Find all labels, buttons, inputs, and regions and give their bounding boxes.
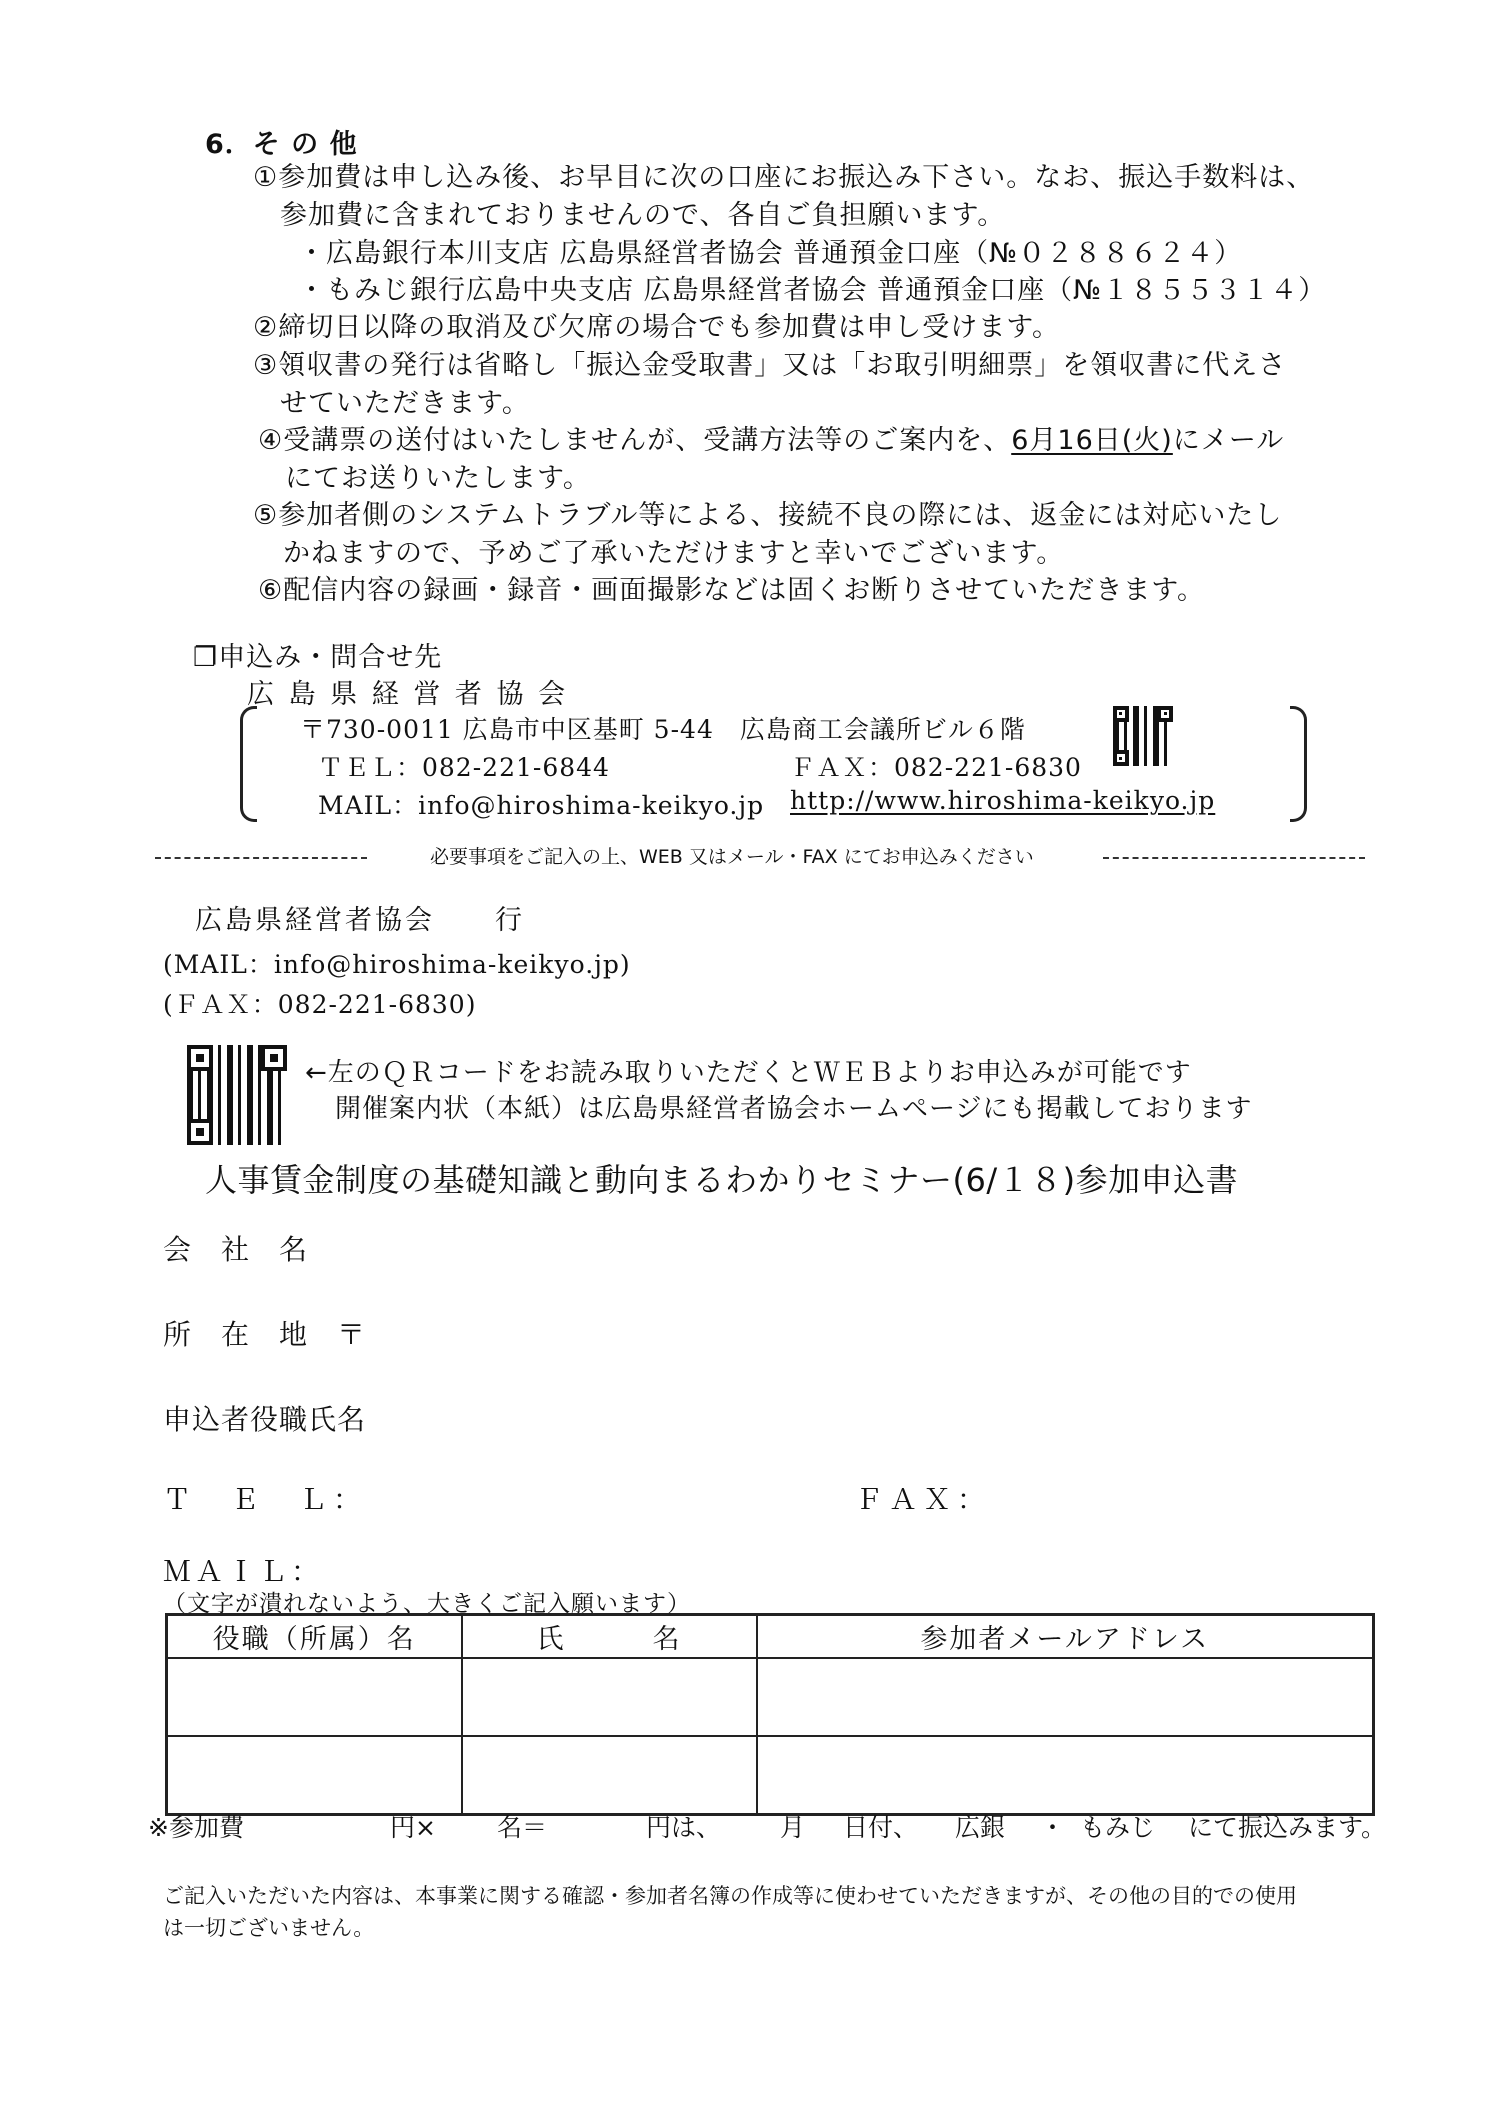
contact-qr-code-icon [1113, 706, 1173, 766]
privacy-note-1: ご記入いただいた内容は、本事業に関する確認・参加者名簿の作成等に使わせていただきますが、その他の目的での使用 [163, 1884, 1297, 1908]
other-item-4-cont: にてお送りいたします。 [285, 463, 591, 494]
fee-label: ※参加費 [148, 1813, 244, 1842]
contact-bracket-right [1290, 706, 1307, 822]
field-applicant-label: 申込者役職氏名 [163, 1403, 367, 1436]
other-item-2: ②締切日以降の取消及び欠席の場合でも参加費は申し受けます。 [253, 312, 1061, 343]
qr-instruction-2: 開催案内状（本紙）は広島県経営者協会ホームページにも掲載しております [335, 1094, 1253, 1124]
cell-name[interactable] [462, 1736, 757, 1815]
fee-dot: ・ [1040, 1813, 1066, 1842]
bank-account-hiroshima: ・広島銀行本川支店 広島県経営者協会 普通預金口座（№０２８８６２４） [298, 238, 1243, 269]
field-company-label: 会 社 名 [163, 1233, 309, 1266]
other-item-3-cont: せていただきます。 [280, 388, 530, 419]
field-note: （文字が潰れないよう、大きくご記入願います） [163, 1591, 691, 1617]
contact-org: 広 島 県 経 営 者 協 会 [247, 679, 569, 710]
other-item-5-cont: かねますので、予めご了承いただけますと幸いでございます。 [283, 538, 1065, 569]
participant-table [165, 1613, 1375, 1816]
form-addressee: 広島県経営者協会 行 [195, 905, 525, 936]
fee-names: 名＝ [497, 1813, 548, 1842]
field-location-label: 所 在 地 〒 [163, 1318, 367, 1351]
contact-address: 〒730-0011 広島市中区基町 5-44 広島商工会議所ビル６階 [300, 715, 1026, 744]
field-tel-label: Ｔ Ｅ Ｌ： [163, 1483, 368, 1516]
other-item-1: ①参加費は申し込み後、お早目に次の口座にお振込み下さい。なお、振込手数料は、 [253, 162, 1315, 193]
col-header-position: 役職（所属）名 [167, 1615, 462, 1659]
cell-position[interactable] [167, 1736, 462, 1815]
privacy-note-2: は一切ございません。 [163, 1916, 375, 1940]
other-item-6: ⑥配信内容の録画・録音・画面撮影などは固くお断りさせていただきます。 [258, 575, 1206, 606]
table-header-row [167, 1615, 1374, 1659]
cell-email[interactable] [757, 1658, 1374, 1736]
fee-end: にて振込みます。 [1188, 1813, 1387, 1842]
divider-text: 必要事項をご記入の上、WEB 又はメール・FAX にてお申込みください [430, 846, 1034, 868]
table-row [167, 1658, 1374, 1736]
contact-fax: ＦＡＸ：082-221-6830 [790, 753, 1082, 782]
other-item-4-text: ④受講票の送付はいたしませんが、受講方法等のご案内を、 [258, 425, 1012, 456]
fee-bank-momiji: もみじ [1080, 1813, 1156, 1842]
section-heading-other: 6．そ の 他 [205, 129, 358, 160]
table-row [167, 1736, 1374, 1815]
other-item-4 [258, 418, 1284, 457]
other-item-1-cont: 参加費に含まれておりませんので、各自ご負担願います。 [280, 200, 1006, 231]
form-mail: (MAIL：info@hiroshima-keikyo.jp) [163, 950, 631, 979]
contact-tel: ＴＥＬ：082-221-6844 [318, 753, 610, 782]
form-title: 人事賃金制度の基礎知識と動向まるわかりセミナー(6/１８)参加申込書 [205, 1161, 1239, 1199]
other-item-4-tail: にメール [1172, 425, 1285, 456]
col-header-name: 氏 名 [462, 1615, 757, 1659]
col-header-email: 参加者メールアドレス [757, 1615, 1374, 1659]
fee-yen-per: 円× [390, 1813, 436, 1842]
divider-right [1103, 857, 1365, 859]
application-qr-code-icon[interactable] [187, 1045, 287, 1145]
cell-position[interactable] [167, 1658, 462, 1736]
fee-total: 円は、 [646, 1813, 722, 1842]
field-fax-label: ＦＡＸ： [855, 1483, 992, 1516]
cell-email[interactable] [757, 1736, 1374, 1815]
fee-day: 日付、 [843, 1813, 919, 1842]
divider-left [155, 857, 367, 859]
contact-mail: MAIL：info@hiroshima-keikyo.jp [318, 791, 765, 820]
contact-heading: ❐申込み・問合せ先 [193, 642, 443, 673]
other-item-5: ⑤参加者側のシステムトラブル等による、接続不良の際には、返金には対応いたし [253, 500, 1283, 531]
form-fax: (ＦＡＸ：082-221-6830) [163, 990, 477, 1019]
notice-date: 6月16日(火) [1011, 425, 1173, 456]
fee-month: 月 [780, 1813, 806, 1842]
bank-account-momiji: ・もみじ銀行広島中央支店 広島県経営者協会 普通預金口座（№１８５５３１４） [298, 275, 1327, 306]
other-item-3: ③領収書の発行は省略し「振込金受取書」又は「お取引明細票」を領収書に代えさ [253, 350, 1287, 381]
contact-bracket-left [240, 706, 257, 822]
field-mail-label: ＭＡＩＬ： [163, 1555, 324, 1588]
qr-instruction-1: ←左のＱＲコードをお読み取りいただくとＷＥＢよりお申込みが可能です [305, 1058, 1192, 1088]
cell-name[interactable] [462, 1658, 757, 1736]
contact-website-link[interactable]: http://www.hiroshima-keikyo.jp [790, 786, 1216, 815]
fee-bank-hiroshima: 広銀 [955, 1813, 1006, 1842]
